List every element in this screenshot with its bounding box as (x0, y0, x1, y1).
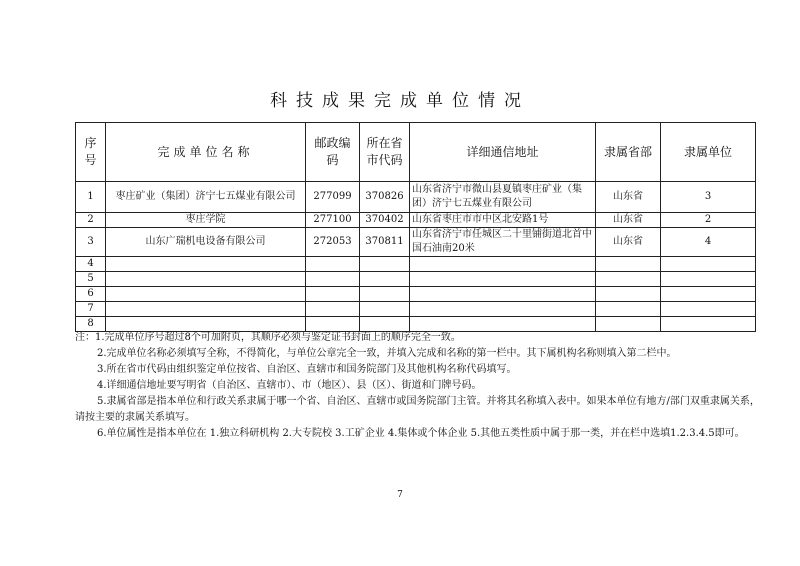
cell-unit-name (106, 257, 306, 272)
cell-no: 5 (76, 272, 106, 287)
cell-affiliation (661, 302, 756, 317)
header-address: 详细通信地址 (410, 123, 596, 182)
cell-no: 7 (76, 302, 106, 317)
cell-province: 山东省 (596, 228, 661, 257)
completion-units-table (75, 122, 756, 332)
cell-address (410, 257, 596, 272)
cell-address: 山东省济宁市任城区二十里铺街道北首中国石油南20米 (410, 228, 596, 257)
cell-postcode (306, 257, 360, 272)
cell-postcode: 272053 (306, 228, 360, 257)
cell-no: 4 (76, 257, 106, 272)
table-row (76, 182, 756, 213)
cell-affiliation: 2 (661, 213, 756, 228)
cell-unit-name: 枣庄矿业（集团）济宁七五煤业有限公司 (106, 182, 306, 213)
header-postcode: 邮政编码 (306, 123, 360, 182)
note-3: 3.所在省市代码由组织鉴定单位按省、自治区、直辖市和国务院部门及其他机构名称代码填写。 (97, 364, 517, 375)
table-row (76, 272, 756, 287)
cell-unit-name: 山东广瑞机电设备有限公司 (106, 228, 306, 257)
header-region-code: 所在省市代码 (360, 123, 410, 182)
note-5: 5.隶属省部是指本单位和行政关系隶属于哪一个省、自治区、直辖市或国务院部门主管。并将其名称填入表中。如果本单位有地方/部门双重隶属关系，请按主要的隶属关系填写。 (75, 396, 760, 423)
cell-region-code (360, 257, 410, 272)
table-row (76, 257, 756, 272)
table-row (76, 287, 756, 302)
cell-unit-name (106, 287, 306, 302)
cell-no: 3 (76, 228, 106, 257)
cell-affiliation (661, 272, 756, 287)
table-row (76, 213, 756, 228)
cell-unit-name (106, 272, 306, 287)
cell-address: 山东省枣庄市市中区北安路1号 (410, 213, 596, 228)
cell-province (596, 257, 661, 272)
cell-province (596, 287, 661, 302)
footnotes (75, 330, 765, 442)
header-affiliation: 隶属单位 (661, 123, 756, 182)
header-no: 序号 (76, 123, 106, 182)
header-province: 隶属省部 (596, 123, 661, 182)
header-unit-name: 完成单位名称 (106, 123, 306, 182)
cell-region-code (360, 287, 410, 302)
table-row (76, 302, 756, 317)
cell-address (410, 287, 596, 302)
table-row (76, 228, 756, 257)
page-number: 7 (397, 490, 403, 500)
cell-unit-name: 枣庄学院 (106, 213, 306, 228)
note-4: 4.详细通信地址要写明省（自治区、直辖市）、市（地区）、县（区）、街道和门牌号码。 (97, 380, 482, 391)
cell-postcode (306, 302, 360, 317)
cell-province: 山东省 (596, 182, 661, 213)
cell-postcode: 277099 (306, 182, 360, 213)
cell-postcode (306, 272, 360, 287)
page-title: 科技成果完成单位情况 (270, 91, 530, 111)
cell-province (596, 302, 661, 317)
cell-address (410, 302, 596, 317)
note-6: 6.单位属性是指本单位在 1.独立科研机构 2.大专院校 3.工矿企业 4.集体或个体企业 5.其他五类性质中属于那一类，并在栏中选填1.2.3.4.5即可。 (97, 428, 745, 439)
cell-affiliation (661, 287, 756, 302)
cell-address: 山东省济宁市微山县夏镇枣庄矿业（集团）济宁七五煤业有限公司 (410, 182, 596, 213)
cell-province: 山东省 (596, 213, 661, 228)
cell-no: 6 (76, 287, 106, 302)
cell-address (410, 272, 596, 287)
cell-postcode: 277100 (306, 213, 360, 228)
cell-province (596, 272, 661, 287)
cell-affiliation: 3 (661, 182, 756, 213)
cell-region-code: 370402 (360, 213, 410, 228)
cell-no: 8 (76, 317, 106, 332)
note-2: 2.完成单位名称必须填写全称，不得简化，与单位公章完全一致，并填入完成和名称的第一栏中。其下属机构名称则填入第二栏中。 (97, 348, 677, 359)
cell-region-code (360, 302, 410, 317)
cell-affiliation (661, 257, 756, 272)
cell-no: 1 (76, 182, 106, 213)
note-1: 注：1.完成单位序号超过8个可加附页，其顺序必须与鉴定证书封面上的顺序完全一致。 (75, 332, 461, 343)
cell-no: 2 (76, 213, 106, 228)
cell-affiliation: 4 (661, 228, 756, 257)
table-header-row (76, 123, 756, 182)
cell-postcode (306, 287, 360, 302)
cell-unit-name (106, 302, 306, 317)
cell-region-code: 370826 (360, 182, 410, 213)
cell-region-code: 370811 (360, 228, 410, 257)
cell-region-code (360, 272, 410, 287)
